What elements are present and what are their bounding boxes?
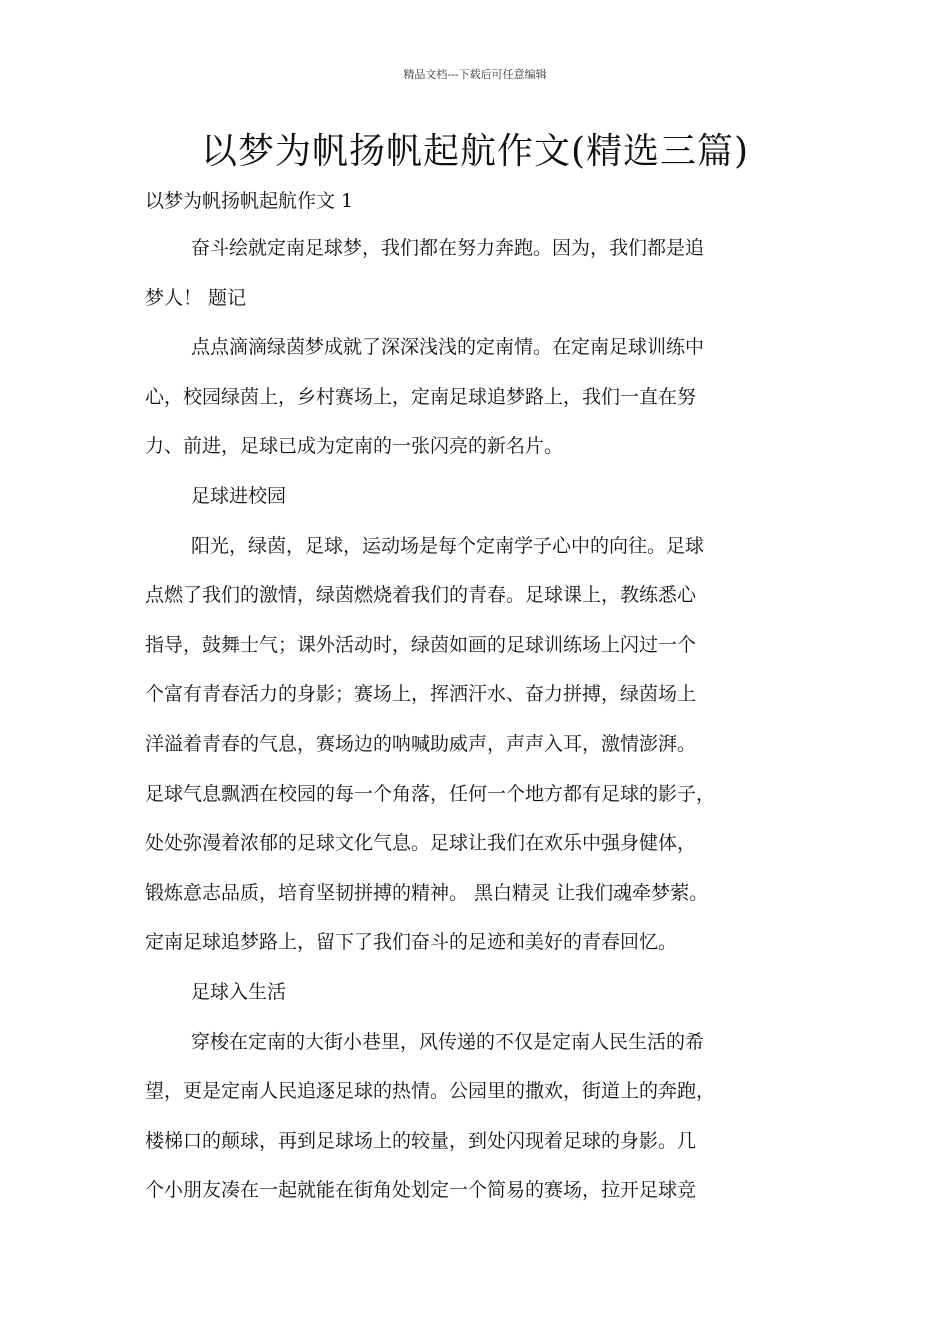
text-line: 洋溢着青春的气息，赛场边的呐喊助威声，声声入耳，激情澎湃。 bbox=[145, 732, 697, 755]
text-line: 力、前进，足球已成为定南的一张闪亮的新名片。 bbox=[145, 435, 564, 458]
section-heading: 以梦为帆扬帆起航作文 1 bbox=[145, 190, 354, 212]
text-line: 处处弥漫着浓郁的足球文化气息。足球让我们在欢乐中强身健体， bbox=[145, 832, 697, 855]
text-line: 定南足球追梦路上，留下了我们奋斗的足迹和美好的青春回忆。 bbox=[145, 931, 678, 954]
text-line: 点燃了我们的激情，绿茵燃烧着我们的青春。足球课上，教练悉心 bbox=[145, 584, 697, 607]
text-line: 锻炼意志品质，培育坚韧拼搏的精神。 黑白精灵 让我们魂牵梦萦。 bbox=[145, 881, 709, 904]
text-line: 阳光，绿茵，足球，运动场是每个定南学子心中的向往。足球 bbox=[191, 534, 705, 557]
text-line: 梦人！ 题记 bbox=[145, 286, 247, 309]
text-line: 个富有青春活力的身影；赛场上，挥洒汗水、奋力拼搏，绿茵场上 bbox=[145, 683, 697, 706]
text-line: 足球气息飘洒在校园的每一个角落，任何一个地方都有足球的影子， bbox=[145, 782, 716, 805]
text-line: 楼梯口的颠球，再到足球场上的较量，到处闪现着足球的身影。几 bbox=[145, 1129, 697, 1152]
text-line: 心，校园绿茵上，乡村赛场上，定南足球追梦路上，我们一直在努 bbox=[145, 385, 697, 408]
text-line: 足球入生活 bbox=[191, 980, 287, 1003]
text-line: 足球进校园 bbox=[191, 484, 287, 507]
header-note: 精品文档---下载后可任意编辑 bbox=[403, 68, 547, 81]
text-line: 望，更是定南人民追逐足球的热情。公园里的撒欢，街道上的奔跑， bbox=[145, 1080, 716, 1103]
text-line: 点点滴滴绿茵梦成就了深深浅浅的定南情。在定南足球训练中 bbox=[191, 336, 705, 359]
text-line: 穿梭在定南的大街小巷里，风传递的不仅是定南人民生活的希 bbox=[191, 1030, 705, 1053]
document-title: 以梦为帆扬帆起航作文(精选三篇) bbox=[200, 131, 750, 172]
text-line: 奋斗绘就定南足球梦，我们都在努力奔跑。因为，我们都是追 bbox=[191, 237, 705, 259]
body-text bbox=[145, 224, 817, 1216]
text-line: 指导，鼓舞士气；课外活动时，绿茵如画的足球训练场上闪过一个 bbox=[145, 633, 697, 656]
text-line: 个小朋友凑在一起就能在街角处划定一个简易的赛场，拉开足球竞 bbox=[145, 1179, 697, 1202]
